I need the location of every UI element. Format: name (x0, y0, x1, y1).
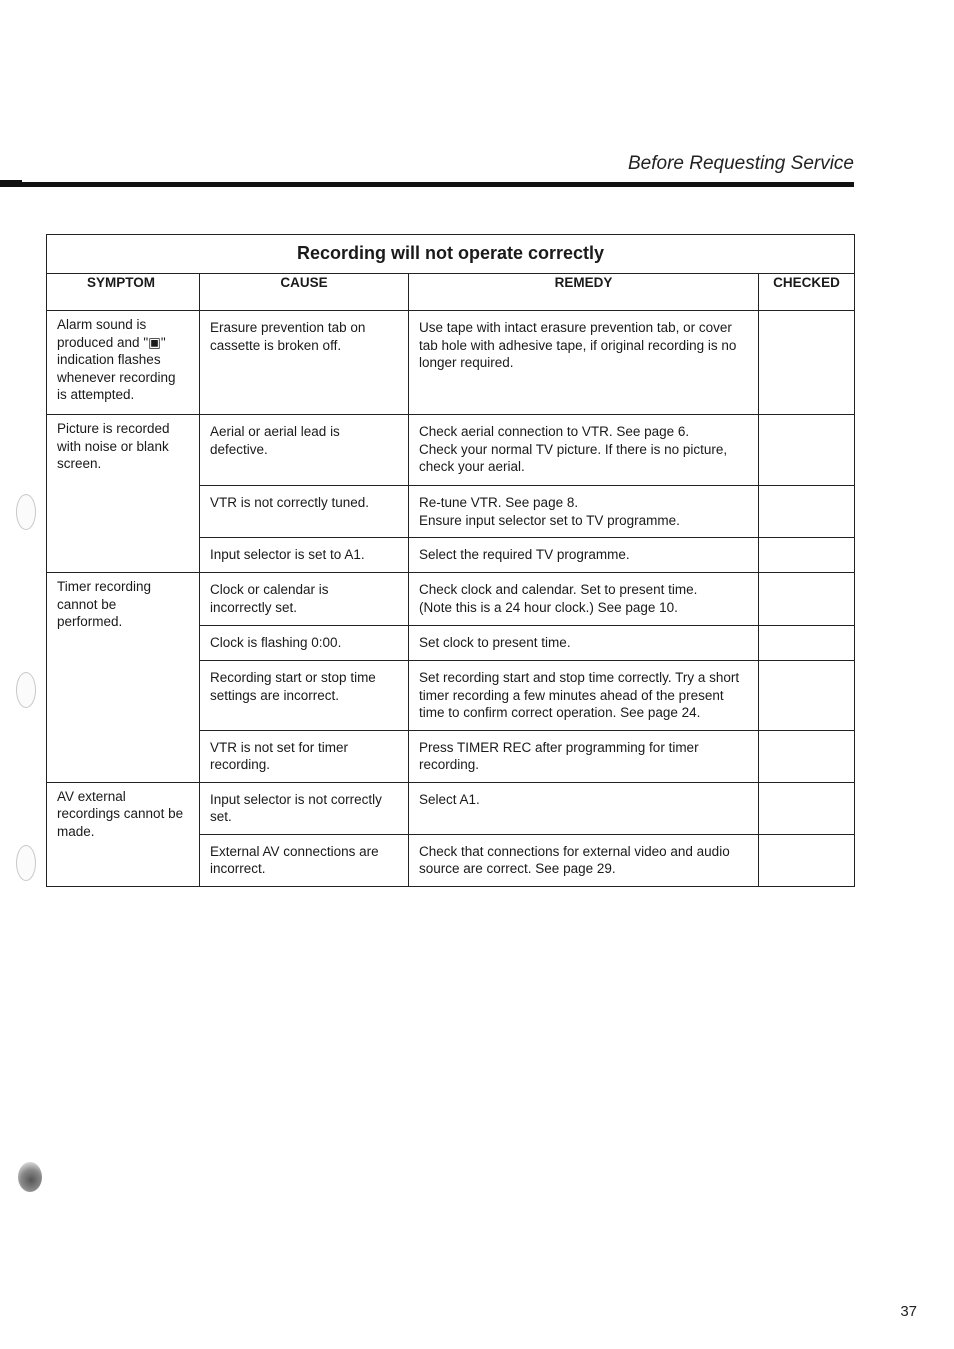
table-row (47, 415, 855, 486)
remedy-cell (409, 661, 759, 731)
checked-cell[interactable] (759, 626, 855, 661)
column-header-cause: CAUSE (200, 274, 409, 311)
checked-cell[interactable] (759, 573, 855, 626)
remedy-cell (409, 538, 759, 573)
remedy-text: Select A1. (419, 791, 480, 807)
remedy-text: Set recording start and stop time correctly. Try a short timer recording a few minutes ahead of the present time to confirm correct operation. See page 24. (419, 670, 740, 720)
remedy-cell (409, 573, 759, 626)
punch-hole-mark (18, 1162, 42, 1192)
cause-text: VTR is not set for timer recording. (210, 739, 349, 772)
cause-text: Recording start or stop time settings are incorrect. (210, 670, 376, 703)
checked-cell[interactable] (759, 782, 855, 834)
page-number: 37 (900, 1303, 917, 1320)
checked-cell[interactable] (759, 311, 855, 415)
remedy-cell (409, 626, 759, 661)
symptom-text: Timer recording cannot be performed. (57, 579, 152, 629)
remedy-text: Use tape with intact erasure prevention tab, or cover tab hole with adhesive tape, if original recording is no longer required. (419, 320, 737, 370)
symptom-text: Alarm sound is produced and "▣" indication flashes whenever recording is attempted. (57, 317, 176, 402)
remedy-cell (409, 782, 759, 834)
cause-cell (200, 538, 409, 573)
remedy-cell (409, 311, 759, 415)
remedy-cell (409, 730, 759, 782)
remedy-text: Set clock to present time. (419, 635, 571, 650)
checked-cell[interactable] (759, 661, 855, 731)
cause-cell (200, 834, 409, 886)
symptom-cell (47, 573, 200, 783)
remedy-text: Check aerial connection to VTR. See page 6. Check your normal TV picture. If there is no picture, check your aerial. (419, 424, 728, 474)
remedy-cell (409, 834, 759, 886)
troubleshooting-table (46, 234, 855, 887)
column-header-checked: CHECKED (759, 274, 855, 311)
checked-cell[interactable] (759, 415, 855, 486)
cause-cell (200, 415, 409, 486)
cause-cell (200, 311, 409, 415)
remedy-text: Select the required TV programme. (419, 547, 630, 562)
table-row (47, 782, 855, 834)
section-title: Before Requesting Service (627, 153, 854, 174)
remedy-text: Check that connections for external video and audio source are correct. See page 29. (419, 843, 730, 876)
cause-text: Aerial or aerial lead is defective. (210, 424, 340, 457)
remedy-text: Press TIMER REC after programming for timer recording. (419, 739, 699, 772)
cause-text: Clock or calendar is incorrectly set. (210, 582, 329, 615)
symptom-cell (47, 415, 200, 573)
checked-cell[interactable] (759, 486, 855, 538)
remedy-text: Re-tune VTR. See page 8. Ensure input selector set to TV programme. (419, 495, 680, 528)
column-header-remedy: REMEDY (409, 274, 759, 311)
remedy-cell (409, 415, 759, 486)
cause-cell (200, 486, 409, 538)
symptom-cell (47, 782, 200, 886)
column-header-symptom: SYMPTOM (47, 274, 200, 311)
remedy-cell (409, 486, 759, 538)
cause-text: VTR is not correctly tuned. (210, 495, 370, 510)
punch-hole-mark (16, 672, 36, 708)
symptom-cell (47, 311, 200, 415)
remedy-text: Check clock and calendar. Set to present time. (Note this is a 24 hour clock.) See page 10. (419, 582, 698, 615)
header-rule (0, 182, 854, 187)
table-row (47, 573, 855, 626)
punch-hole-mark (16, 494, 36, 530)
cause-cell (200, 730, 409, 782)
symptom-text: Picture is recorded with noise or blank screen. (57, 421, 170, 471)
cause-text: Erasure prevention tab on cassette is broken off. (210, 320, 366, 353)
checked-cell[interactable] (759, 538, 855, 573)
cause-cell (200, 626, 409, 661)
checked-cell[interactable] (759, 730, 855, 782)
table-title: Recording will not operate correctly (47, 235, 855, 274)
cause-cell (200, 661, 409, 731)
punch-hole-mark (16, 845, 36, 881)
cause-text: Clock is flashing 0:00. (210, 635, 342, 650)
table-row (47, 311, 855, 415)
cause-cell (200, 573, 409, 626)
cause-text: Input selector is set to A1. (210, 547, 365, 562)
cause-cell (200, 782, 409, 834)
cause-text: Input selector is not correctly set. (210, 791, 382, 824)
symptom-text: AV external recordings cannot be made. (57, 788, 184, 839)
checked-cell[interactable] (759, 834, 855, 886)
cause-text: External AV connections are incorrect. (210, 843, 379, 876)
